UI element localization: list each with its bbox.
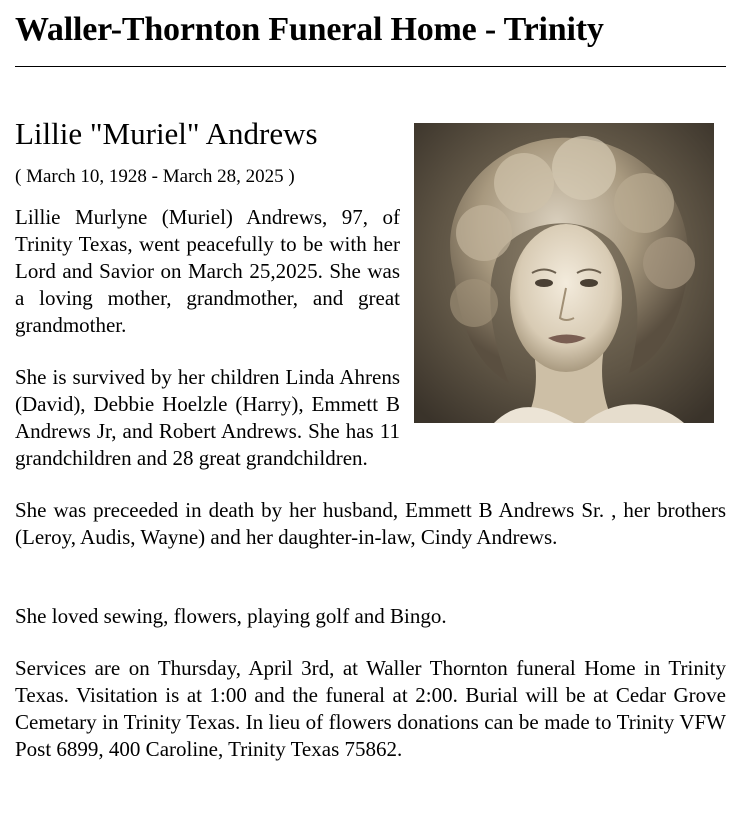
obituary-paragraph: Lillie Murlyne (Muriel) Andrews, 97, of Trinity Texas, went peacefully to be with her Lord and Savior on March 25,2025. She was a loving mother, grandmother, and great grandmother. xyxy=(15,205,400,337)
portrait-photo-icon xyxy=(414,123,714,423)
obituary-paragraph: Services are on Thursday, April 3rd, at Waller Thornton funeral Home in Trinity Texas. Visitation is at 1:00 and the funeral at 2:00. Burial will be at Cedar Grove Cemetary in Trinity Texas. In lieu of flowers donations can be made to Trinity VFW Post 6899, 400 Caroline, Trinity Texas 75862. xyxy=(15,656,726,761)
obituary-paragraph: She loved sewing, flowers, playing golf and Bingo. xyxy=(15,604,447,628)
obituary-paragraph: She is survived by her children Linda Ahrens (David), Debbie Hoelzle (Harry), Emmett B Andrews Jr, and Robert Andrews. She has 11 grandchildren and 28 great grandchildren. xyxy=(15,365,400,470)
obituary-paragraph: She was preceeded in death by her husband, Emmett B Andrews Sr. , her brothers (Leroy, Audis, Wayne) and her daughter-in-law, Cindy Andrews. xyxy=(15,498,726,549)
site-title: Waller-Thornton Funeral Home - Trinity xyxy=(15,11,604,48)
life-dates: ( March 10, 1928 - March 28, 2025 ) xyxy=(15,166,295,187)
deceased-name: Lillie "Muriel" Andrews xyxy=(15,116,318,151)
portrait-photo xyxy=(414,123,714,423)
header-divider xyxy=(15,66,726,67)
